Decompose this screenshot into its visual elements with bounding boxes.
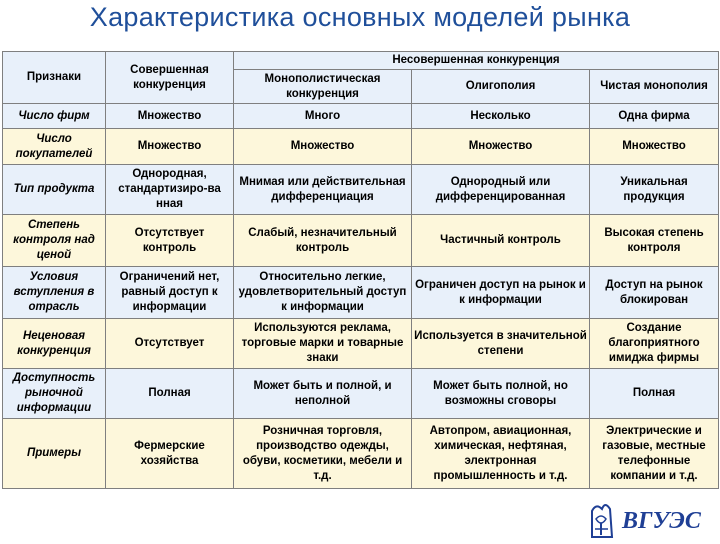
cell-perfect: Отсутствует контроль	[106, 215, 234, 267]
header-pure-monopoly: Чистая монополия	[590, 70, 719, 104]
header-monopolistic-competition: Монополистическая конкуренция	[234, 70, 412, 104]
page-title: Характеристика основных моделей рынка	[89, 2, 631, 32]
cell-monopolistic: Относительно легкие, удовлетворительный доступ к информации	[234, 267, 412, 319]
logo-text: ВГУЭС	[622, 508, 701, 534]
header-imperfect-competition: Несовершенная конкуренция	[234, 52, 719, 70]
table-row	[3, 104, 719, 129]
market-models-table	[2, 51, 719, 489]
cell-oligopoly: Частичный контроль	[412, 215, 590, 267]
cell-monopoly: Электрические и газовые, местные телефонные компании и т.д.	[590, 419, 719, 489]
table-row	[3, 165, 719, 215]
cell-oligopoly: Ограничен доступ на рынок и к информации	[412, 267, 590, 319]
cell-monopolistic: Может быть и полной, и неполной	[234, 369, 412, 419]
cell-monopolistic: Розничная торговля, производство одежды, обуви, косметики, мебели и т.д.	[234, 419, 412, 489]
cell-perfect: Ограничений нет, равный доступ к информации	[106, 267, 234, 319]
cell-oligopoly: Используется в значительной степени	[412, 319, 590, 369]
cell-perfect: Фермерские хозяйства	[106, 419, 234, 489]
row-feature-label: Условия вступления в отрасль	[3, 267, 106, 319]
cell-monopoly: Одна фирма	[590, 104, 719, 129]
table-header-row	[3, 52, 719, 70]
table-row	[3, 419, 719, 489]
header-features: Признаки	[3, 52, 106, 104]
cell-monopolistic: Используются реклама, торговые марки и товарные знаки	[234, 319, 412, 369]
cell-monopolistic: Слабый, незначительный контроль	[234, 215, 412, 267]
row-feature-label: Число покупателей	[3, 129, 106, 165]
cell-monopolistic: Множество	[234, 129, 412, 165]
row-feature-label: Тип продукта	[3, 165, 106, 215]
row-feature-label: Примеры	[3, 419, 106, 489]
cell-perfect: Множество	[106, 104, 234, 129]
cell-monopoly: Полная	[590, 369, 719, 419]
table-row	[3, 215, 719, 267]
row-feature-label: Число фирм	[3, 104, 106, 129]
row-feature-label: Неценовая конкуренция	[3, 319, 106, 369]
cell-monopolistic: Мнимая или действительная дифференциация	[234, 165, 412, 215]
row-feature-label: Доступность рыночной информации	[3, 369, 106, 419]
university-emblem-icon	[586, 497, 720, 539]
cell-perfect: Однородная, стандартизиро-ва нная	[106, 165, 234, 215]
table-row	[3, 267, 719, 319]
table-row	[3, 319, 719, 369]
header-oligopoly: Олигополия	[412, 70, 590, 104]
header-perfect-competition: Совершенная конкуренция	[106, 52, 234, 104]
cell-monopoly: Создание благоприятного имиджа фирмы	[590, 319, 719, 369]
cell-oligopoly: Однородный или дифференцированная	[412, 165, 590, 215]
cell-oligopoly: Несколько	[412, 104, 590, 129]
cell-oligopoly: Автопром, авиационная, химическая, нефтяная, электронная промышленность и т.д.	[412, 419, 590, 489]
cell-monopoly: Доступ на рынок блокирован	[590, 267, 719, 319]
table-row	[3, 369, 719, 419]
cell-oligopoly: Множество	[412, 129, 590, 165]
cell-oligopoly: Может быть полной, но возможны сговоры	[412, 369, 590, 419]
table-row	[3, 129, 719, 165]
cell-perfect: Множество	[106, 129, 234, 165]
cell-monopolistic: Много	[234, 104, 412, 129]
cell-monopoly: Высокая степень контроля	[590, 215, 719, 267]
cell-perfect: Отсутствует	[106, 319, 234, 369]
row-feature-label: Степень контроля над ценой	[3, 215, 106, 267]
university-logo	[586, 497, 720, 539]
cell-monopoly: Уникальная продукция	[590, 165, 719, 215]
cell-monopoly: Множество	[590, 129, 719, 165]
cell-perfect: Полная	[106, 369, 234, 419]
